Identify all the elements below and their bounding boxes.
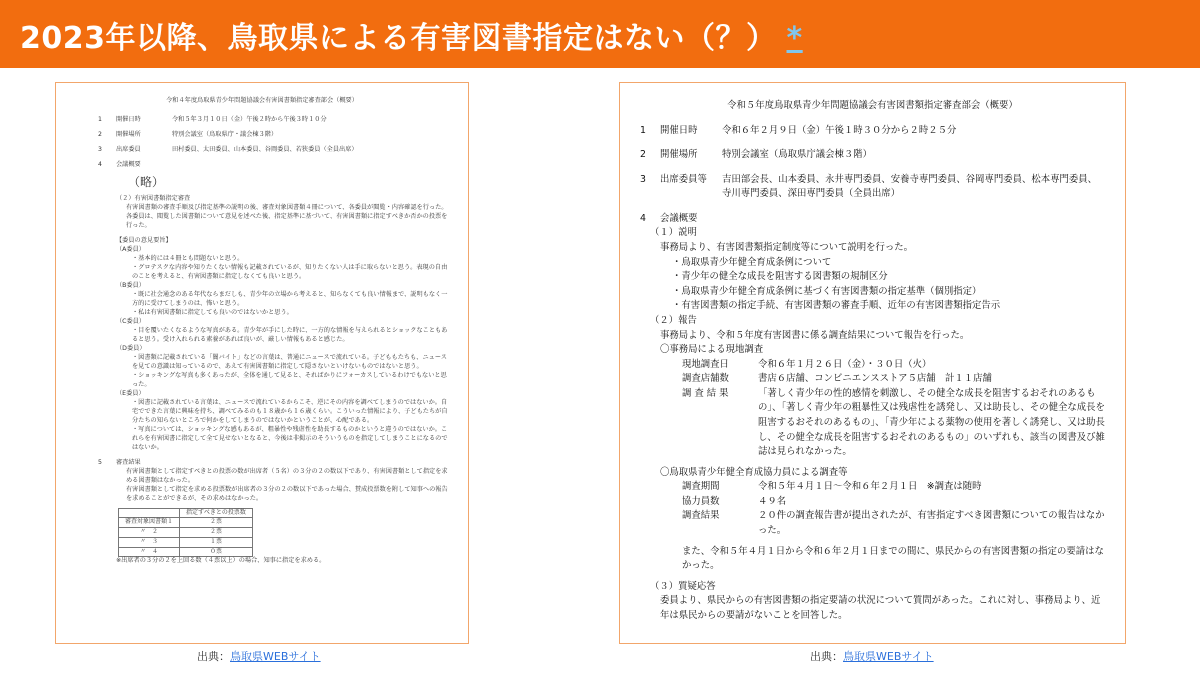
opinion-author: （E委員） [116,389,145,397]
list-item: ・青少年の健全な成長を阻害する図書類の規制区分 [672,271,888,283]
paragraph: 委員より、県民からの有害図書類の指定要請の状況について質問があった。これに対し、事務局より、近年は県民からの要請がないことを回答した。 [660,595,1101,621]
doc-item: 1 開催日時 令和６年２月９日（金）午後１時３０分から２時２５分 [640,124,957,136]
document-image-r5 [619,82,1126,644]
document-image-r4 [55,82,469,644]
opinion-text: ・図書類に記載されている「闇バイト」などの言葉は、普通にニュースで流れている。子どももたちも、ニュースを見ての意識は知っているので、あえて有害図書類に指定して隠さないといけないものではないと思う。 [132,354,447,371]
vote-table [118,508,253,557]
opinion-text: ・写真については、ショッキングな感もあるが、粗暴性や残虐性を助長するものかというと違うのではないか。これらを有害図書に指定して全て見せないとなると、今後は非掲示のそういうものを指定してしまうことになるのではないか。 [132,425,448,451]
footnote: ※出席者の３分の２を上回る数（４票以上）の場合、知事に指定を求める。 [116,557,326,565]
doc-item: 2 開催場所 特別会議室（鳥取県庁議会棟３階） [640,149,873,161]
paragraph: 有害図書類として指定すべきとの投票の数が出席者（５名）の３分の２の数以下であり、有害図書類として指定を求める図書類はなかった。 [126,467,448,484]
source-link-left[interactable]: 鳥取県WEBサイト [230,650,321,663]
doc-item: 5 審査結果 [98,458,141,466]
survey-row: 調 査 結 果 「著しく青少年の性的感情を刺激し、その健全な成長を阻害するおそれのあるもの」、「著しく青少年の粗暴性又は残虐性を誘発し、又は助長し、その健全な成長を阻害するおそれのあるもの」、「青少年による薬物の使用を著しく誘発し、又は助長し、その健全な成長を阻害するおそれのあるもの」のいずれも、該当の図書及び雑誌は見られなかった。 [682,387,1105,458]
opinion-text: ・私は有害図書類に指定しても良いのではないかと思う。 [132,309,293,317]
doc-item: 1 開催日時 令和５年３月１０日（金）午後２時から午後３時１０分 [98,115,327,123]
paragraph: 有害図書類の審査手順及び指定基準の説明の後、審査対象図書類４冊について、各委員が閲覧・内容確認を行った。 [126,204,448,212]
survey-row: 調査結果 ２０件の調査報告書が提出されたが、有害指定すべき図書類についての報告はなかった。 [682,510,1105,537]
paragraph: 有害図書類として指定を求める投票数が出席者の３分の２の数以下であった場合、賛成投票数を附して知事への報告を求めることができるが、その求めはなかった。 [126,485,448,502]
doc-title: 令和５年度鳥取県青少年問題協議会有害図書類指定審査部会（概要） [727,100,1018,111]
header-banner [0,0,1200,68]
paragraph: 事務局より、令和５年度有害図書に係る調査結果について報告を行った。 [660,329,970,341]
list-item: ・鳥取県青少年健全育成条例に基づく有害図書類の指定基準（個別指定） [672,285,982,297]
paragraph: また、令和５年４月１日から令和６年２月１日までの間に、県民からの有害図書類の指定の要請はなかった。 [682,545,1104,572]
section-heading: 【委員の意見要旨】 [116,237,172,245]
table-row: 〃 ４ ０票 [119,547,253,557]
opinion-author: （C委員） [116,318,146,326]
table-row: 審査対象図書類１ ２票 [119,518,253,528]
opinion-author: （D委員） [116,345,146,353]
section-heading: （２）報告 [650,314,697,326]
attendees-continued: 寺川専門委員、深田専門委員（全員出席） [722,188,901,200]
table-row: 〃 ３ １票 [119,537,253,547]
doc-item: 4 会議概要 [98,160,141,168]
section-heading: （３）質疑応答 [650,580,716,592]
survey-row: 調査店舗数 書店６店舗、コンビニエンスストア５店舗 計１１店舗 [682,373,992,385]
footnote-link[interactable]: * [786,21,803,56]
doc-item: 4 会議概要 [640,212,698,224]
source-caption-right: 出典：鳥取県WEBサイト [810,650,934,663]
page-title-text: 2023年以降、鳥取県による有害図書指定はない（？） [20,21,777,56]
doc-item: 3 出席委員等 吉田部会長、山本委員、永井専門委員、安養寺専門委員、谷岡専門委員、松本専門委員、 [640,173,1098,185]
survey-row: 協力員数 ４９名 [682,495,787,507]
table-row: 〃 ２ ２票 [119,528,253,538]
source-link-right[interactable]: 鳥取県WEBサイト [843,650,934,663]
doc-item: 2 開催場所 特別会議室（鳥取県庁・議会棟３階） [98,130,278,138]
section-heading: （１）説明 [650,227,697,239]
survey-row: 調査期間 令和５年４月１日～令和６年２月１日 ※調査は随時 [682,481,982,493]
paragraph: 各委員は、閲覧した図書類について意見を述べた後、指定基準に基づいて、有害図書類に指定すべきか否かの投票を行った。 [126,213,448,230]
paragraph: 事務局より、有害図書類指定制度等について説明を行った。 [660,242,913,254]
opinion-text: ・グロテスクな内容や知りたくない情報も記載されているが、知りたくない人は手に取らないと思う。表現の自由のことを考えると、有害図書類に指定しなくても良いと思う。 [132,264,448,281]
opinion-author: （A委員） [116,246,145,254]
opinion-text: ・ショッキングな写真も多くあったが、全体を通して見ると、そればかりにフォーカスしているわけでもないと思った。 [132,372,447,388]
page-title [20,13,803,57]
opinion-text: ・図書に記載されている言葉は、ニュースで流れているからこそ、逆にその内容を調べてしまうのではないか。自宅でできた言葉に興味を持ち、調べてみるのも１８歳から１６歳くらい。こういった情報により、子どもたちが自分たちの知らないところで何かをしてしまうのではないかということが、心配である。 [132,398,448,424]
doc-title: 令和４年度鳥取県青少年問題協議会有害図書類指定審査部会（概要） [166,97,358,104]
omitted-marker: （略） [128,174,165,189]
subsection-heading: 〇鳥取県青少年健全育成協力員による調査等 [660,466,848,478]
list-item: ・有害図書類の指定手続、有害図書類の審査手順、近年の有害図書類指定告示 [672,300,1001,312]
survey-row: 現地調査日 令和６年１月２６日（金）・３０日（火） [682,358,932,370]
opinion-text: ・既に社会通念のある年代ならまだしも、青少年の立場から考えると、知らなくても良い情報まで、説明もなく一方的に受けてしまうのは、怖いと思う。 [132,291,448,308]
list-item: ・鳥取県青少年健全育成条例について [672,256,832,268]
opinion-text: ・基本的には４冊とも問題ないと思う。 [132,255,244,263]
opinion-text: ・目を覆いたくなるような写真がある。青少年が手にした時に、一方的な情報を与えられるとショックなこともあると思う。受け入れられる素養があれば良いが、厳しい情報もあると感じた。 [132,327,448,344]
doc-item: 3 出席委員 田村委員、太田委員、山本委員、谷岡委員、若狭委員（全員出席） [98,145,358,153]
section-heading: （２）有害図書類指定審査 [116,195,191,203]
opinion-author: （B委員） [116,282,145,290]
subsection-heading: 〇事務局による現地調査 [660,344,764,356]
source-caption-left: 出典：鳥取県WEBサイト [197,650,321,663]
table-row: 指定すべきとの投票数 [119,508,253,518]
